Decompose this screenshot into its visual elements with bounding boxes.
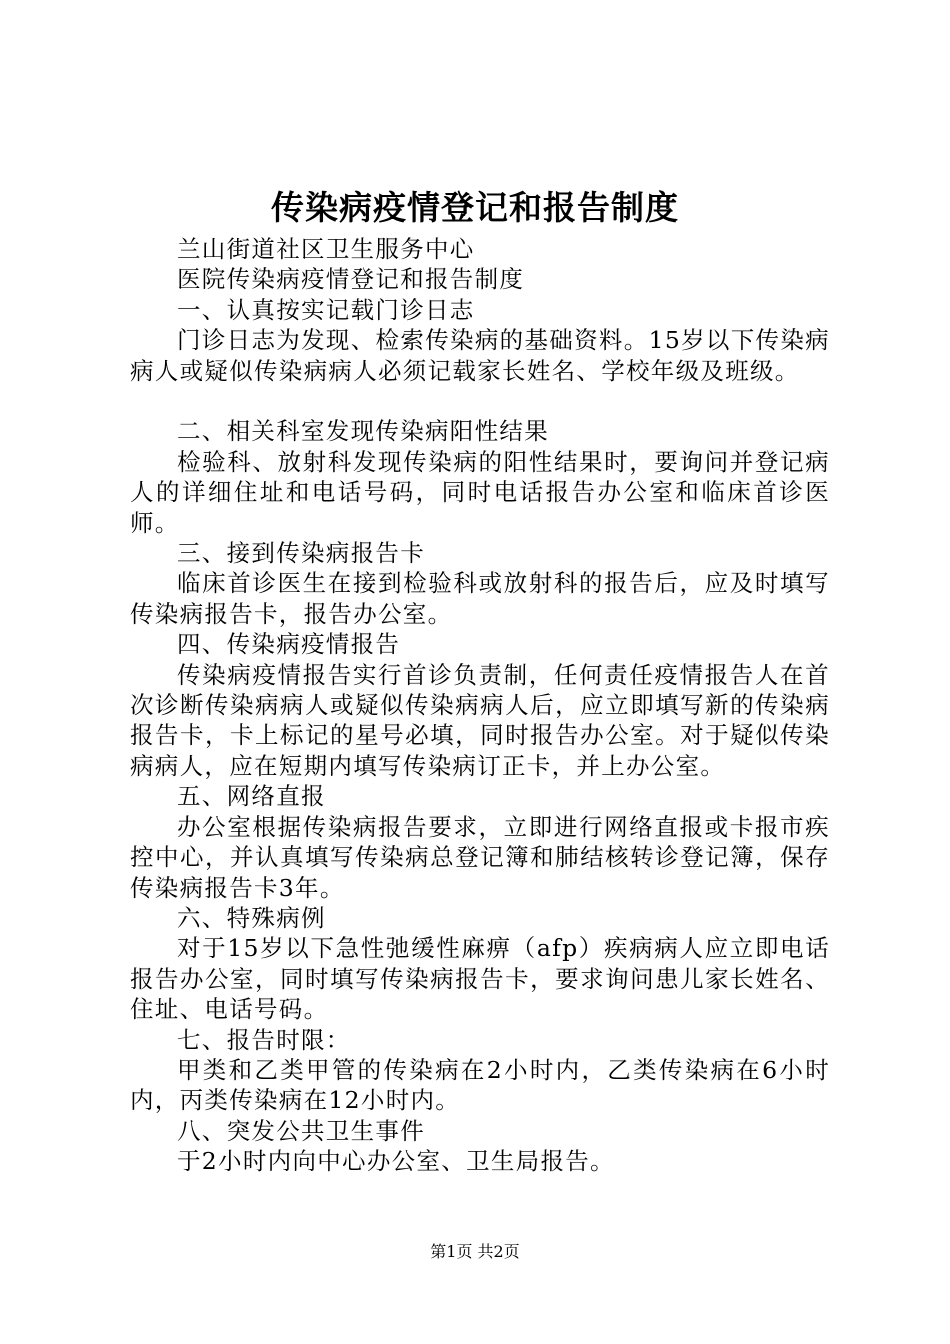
document-title: 传染病疫情登记和报告制度 xyxy=(271,188,679,227)
section-body-4: 传染病疫情报告实行首诊负责制，任何责任疫情报告人在首次诊断传染病病人或疑似传染病病人后，应立即填写新的传染病报告卡，卡上标记的星号必填，同时报告办公室。对于疑似传染病病人，应在短期内填写传染病订正卡，并上办公室。 xyxy=(130,660,830,780)
section-heading-6: 六、特殊病例 xyxy=(177,903,326,932)
document-body xyxy=(130,234,830,1177)
section-body-7: 甲类和乙类甲管的传染病在2小时内，乙类传染病在6小时内，丙类传染病在12小时内。 xyxy=(130,1055,830,1115)
section-heading-1: 一、认真按实记载门诊日志 xyxy=(177,295,475,324)
section-heading-5: 五、网络直报 xyxy=(177,782,326,811)
section-body-3: 临床首诊医生在接到检验科或放射科的报告后，应及时填写传染病报告卡，报告办公室。 xyxy=(130,569,830,628)
paragraph-subtitle: 医院传染病疫情登记和报告制度 xyxy=(177,265,525,294)
section-body-1: 门诊日志为发现、检索传染病的基础资料。15岁以下传染病病人或疑似传染病病人必须记载家长姓名、学校年级及班级。 xyxy=(130,326,830,385)
section-body-6: 对于15岁以下急性弛缓性麻痹（afp）疾病病人应立即电话报告办公室，同时填写传染病报告卡，要求询问患儿家长姓名、住址、电话号码。 xyxy=(130,934,830,1024)
blank-line xyxy=(130,386,830,416)
section-heading-8: 八、突发公共卫生事件 xyxy=(177,1116,425,1145)
section-body-8: 于2小时内向中心办公室、卫生局报告。 xyxy=(177,1147,615,1176)
section-body-5: 办公室根据传染病报告要求，立即进行网络直报或卡报市疾控中心，并认真填写传染病总登记簿和肺结核转诊登记簿，保存传染病报告卡3年。 xyxy=(130,812,830,902)
section-heading-2: 二、相关科室发现传染病阳性结果 xyxy=(177,417,549,446)
section-body-2: 检验科、放射科发现传染病的阳性结果时，要询问并登记病人的详细住址和电话号码，同时电话报告办公室和临床首诊医师。 xyxy=(130,447,830,537)
section-heading-7: 七、报告时限： xyxy=(177,1025,351,1054)
paragraph-org-name: 兰山街道社区卫生服务中心 xyxy=(177,235,475,263)
page-footer: 第1页 共2页 xyxy=(430,1242,520,1261)
section-heading-3: 三、接到传染病报告卡 xyxy=(177,539,425,568)
section-heading-4: 四、传染病疫情报告 xyxy=(177,630,401,659)
